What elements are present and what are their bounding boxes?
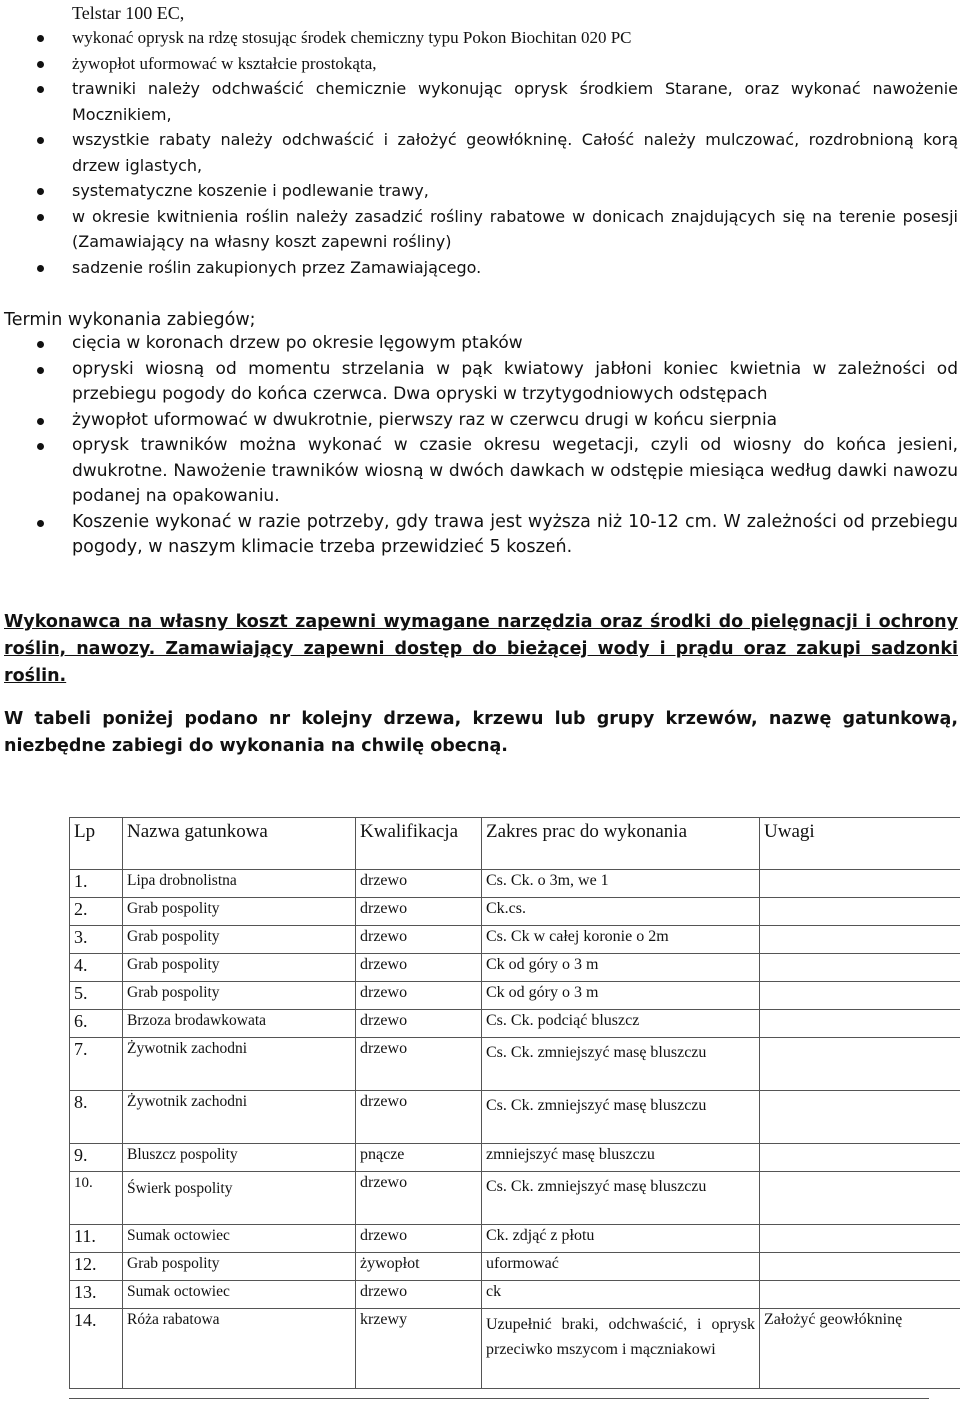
cell-lp: 6.	[70, 1010, 123, 1038]
cell-notes	[760, 1144, 960, 1172]
schedule-heading: Termin wykonania zabiegów;	[4, 310, 256, 330]
cell-lp: 7.	[70, 1038, 123, 1091]
cell-lp: 10.	[70, 1172, 123, 1225]
maintenance-list	[0, 25, 960, 280]
cell-name: Grab pospolity	[123, 982, 356, 1010]
list-item	[0, 510, 960, 561]
cell-lp: 2.	[70, 898, 123, 926]
intro-line: Telstar 100 EC,	[72, 3, 185, 23]
cell-notes	[760, 1172, 960, 1225]
list-item-text: oprysk trawników można wykonać w czasie okresu wegetacji, czyli od wiosny do końca jesieni, dwukrotne. Nawożenie trawników wiosną w dwóch dawkach w odstępie miesiąca według dawki nawozu podanej na opakowaniu.	[72, 435, 958, 506]
list-item-text: sadzenie roślin zakupionych przez Zamawiającego.	[72, 257, 482, 277]
bullet-icon	[37, 341, 44, 348]
list-item	[0, 331, 960, 357]
cell-notes	[760, 1038, 960, 1091]
table-row	[70, 870, 960, 898]
bullet-icon	[37, 35, 44, 42]
cell-name: Bluszcz pospolity	[123, 1144, 356, 1172]
cell-lp: 12.	[70, 1253, 123, 1281]
cell-name: Brzoza brodawkowata	[123, 1010, 356, 1038]
cell-lp: 8.	[70, 1091, 123, 1144]
cell-lp: 13.	[70, 1281, 123, 1309]
contractor-notice: Wykonawca na własny koszt zapewni wymagane narzędzia oraz środki do pielęgnacji i ochrony roślin, nawozy. Zamawiający zapewni dostęp do bieżącej wody i prądu oraz zakupi sadzonki roślin.	[4, 612, 958, 686]
cell-notes	[760, 926, 960, 954]
cell-name: Świerk pospolity	[123, 1172, 356, 1225]
cell-name: Róża rabatowa	[123, 1309, 356, 1389]
cell-scope: Cs. Ck. zmniejszyć masę bluszczu	[482, 1091, 760, 1144]
list-item	[0, 255, 960, 281]
table-row	[70, 1144, 960, 1172]
cell-qualification: drzewo	[356, 870, 482, 898]
table-row	[70, 1091, 960, 1144]
cell-scope: Ck od góry o 3 m	[482, 982, 760, 1010]
cell-name: Sumak octowiec	[123, 1281, 356, 1309]
list-item-text: wszystkie rabaty należy odchwaścić i założyć geowłókninę. Całość należy mulczować, rozdrobnioną korą drzew iglastych,	[72, 130, 958, 175]
list-item-text: trawniki należy odchwaścić chemicznie wykonując oprysk środkiem Starane, oraz wykonać nawożenie Mocznikiem,	[72, 79, 958, 124]
cell-qualification: drzewo	[356, 898, 482, 926]
cell-lp: 3.	[70, 926, 123, 954]
list-item-text: wykonać oprysk na rdzę stosując środek chemiczny typu Pokon Biochitan 020 PC	[72, 28, 632, 47]
table-row	[70, 954, 960, 982]
table-header-row	[70, 818, 960, 870]
cell-scope: Cs. Ck w całej koronie o 2m	[482, 926, 760, 954]
cell-notes	[760, 1010, 960, 1038]
table-row	[70, 1038, 960, 1091]
list-item-text: żywopłot uformować w dwukrotnie, pierwszy raz w czerwcu drugi w końcu sierpnia	[72, 409, 778, 430]
cell-scope: Cs. Ck. zmniejszyć masę bluszczu	[482, 1172, 760, 1225]
list-item-text: opryski wiosną od momentu strzelania w pąk kwiatowy jabłoni koniec kwietnia w zależności od przebiegu pogody do końca czerwca. Dwa opryski w trzytygodniowych odstępach	[72, 358, 958, 404]
col-header-lp: Lp	[70, 818, 123, 870]
cell-qualification: drzewo	[356, 1010, 482, 1038]
cell-scope: uformować	[482, 1253, 760, 1281]
page-bottom-rule	[69, 1398, 929, 1399]
cell-scope: Cs. Ck. o 3m, we 1	[482, 870, 760, 898]
list-item	[0, 51, 960, 77]
col-header-notes: Uwagi	[760, 818, 960, 870]
bullet-icon	[37, 418, 44, 425]
cell-qualification: drzewo	[356, 954, 482, 982]
list-item-text: Koszenie wykonać w razie potrzeby, gdy trawa jest wyższa niż 10-12 cm. W zależności od przebiegu pogody, w naszym klimacie trzeba przewidzieć 5 koszeń.	[72, 511, 958, 557]
table-row	[70, 1010, 960, 1038]
cell-lp: 1.	[70, 870, 123, 898]
bullet-icon	[37, 520, 44, 527]
cell-name: Grab pospolity	[123, 954, 356, 982]
works-table	[69, 817, 960, 1389]
cell-qualification: drzewo	[356, 982, 482, 1010]
table-row	[70, 982, 960, 1010]
bullet-icon	[37, 86, 44, 93]
cell-qualification: drzewo	[356, 1225, 482, 1253]
cell-scope: Cs. Ck. podciąć bluszcz	[482, 1010, 760, 1038]
list-item-text: cięcia w koronach drzew po okresie lęgowym ptaków	[72, 333, 523, 353]
table-row	[70, 898, 960, 926]
cell-name: Grab pospolity	[123, 1253, 356, 1281]
list-item-text: systematyczne koszenie i podlewanie trawy,	[72, 181, 429, 200]
list-item	[0, 25, 960, 51]
table-row	[70, 1253, 960, 1281]
cell-scope: Ck od góry o 3 m	[482, 954, 760, 982]
cell-qualification: drzewo	[356, 1038, 482, 1091]
schedule-list	[0, 331, 960, 561]
cell-scope: Ck. zdjąć z płotu	[482, 1225, 760, 1253]
list-item	[0, 76, 960, 127]
cell-scope: ck	[482, 1281, 760, 1309]
cell-notes	[760, 954, 960, 982]
cell-scope: Cs. Ck. zmniejszyć masę bluszczu	[482, 1038, 760, 1091]
cell-name: Żywotnik zachodni	[123, 1038, 356, 1091]
cell-lp: 5.	[70, 982, 123, 1010]
table-row	[70, 1281, 960, 1309]
list-item	[0, 178, 960, 204]
cell-lp: 4.	[70, 954, 123, 982]
list-item	[0, 204, 960, 255]
bullet-icon	[37, 367, 44, 374]
list-item	[0, 127, 960, 178]
col-header-qualification: Kwalifikacja	[356, 818, 482, 870]
cell-qualification: drzewo	[356, 1281, 482, 1309]
cell-qualification: pnącze	[356, 1144, 482, 1172]
table-row	[70, 1172, 960, 1225]
bullet-icon	[37, 214, 44, 221]
cell-scope: Uzupełnić braki, odchwaścić, i oprysk przeciwko mszycom i mączniakowi	[482, 1309, 760, 1389]
table-intro: W tabeli poniżej podano nr kolejny drzewa, krzewu lub grupy krzewów, nazwę gatunkową, niezbędne zabiegi do wykonania na chwilę obecną.	[4, 709, 958, 756]
table-row	[70, 1309, 960, 1389]
table-body	[70, 870, 960, 1389]
cell-scope: zmniejszyć masę bluszczu	[482, 1144, 760, 1172]
cell-qualification: żywopłot	[356, 1253, 482, 1281]
cell-lp: 11.	[70, 1225, 123, 1253]
list-item	[0, 433, 960, 510]
cell-qualification: krzewy	[356, 1309, 482, 1389]
cell-notes	[760, 1281, 960, 1309]
col-header-scope: Zakres prac do wykonania	[482, 818, 760, 870]
list-item-text: żywopłot uformować w kształcie prostokąta,	[72, 53, 377, 73]
list-item	[0, 408, 960, 434]
cell-lp: 14.	[70, 1309, 123, 1389]
bullet-icon	[37, 443, 44, 450]
cell-scope: Ck.cs.	[482, 898, 760, 926]
table-row	[70, 1225, 960, 1253]
bullet-icon	[37, 137, 44, 144]
cell-qualification: drzewo	[356, 926, 482, 954]
cell-name: Grab pospolity	[123, 926, 356, 954]
cell-notes	[760, 870, 960, 898]
cell-name: Żywotnik zachodni	[123, 1091, 356, 1144]
cell-notes	[760, 1253, 960, 1281]
cell-qualification: drzewo	[356, 1172, 482, 1225]
cell-notes	[760, 898, 960, 926]
table-row	[70, 926, 960, 954]
cell-name: Sumak octowiec	[123, 1225, 356, 1253]
col-header-name: Nazwa gatunkowa	[123, 818, 356, 870]
cell-name: Grab pospolity	[123, 898, 356, 926]
cell-qualification: drzewo	[356, 1091, 482, 1144]
bullet-icon	[37, 188, 44, 195]
list-item-text: w okresie kwitnienia roślin należy zasadzić rośliny rabatowe w donicach znajdujących się na terenie posesji (Zamawiający na własny koszt zapewni rośliny)	[72, 206, 958, 251]
cell-lp: 9.	[70, 1144, 123, 1172]
bullet-icon	[37, 61, 44, 68]
list-item	[0, 357, 960, 408]
bullet-icon	[37, 265, 44, 272]
cell-notes	[760, 1225, 960, 1253]
cell-notes	[760, 1091, 960, 1144]
cell-name: Lipa drobnolistna	[123, 870, 356, 898]
cell-notes	[760, 982, 960, 1010]
cell-notes: Założyć geowłókninę	[760, 1309, 960, 1389]
